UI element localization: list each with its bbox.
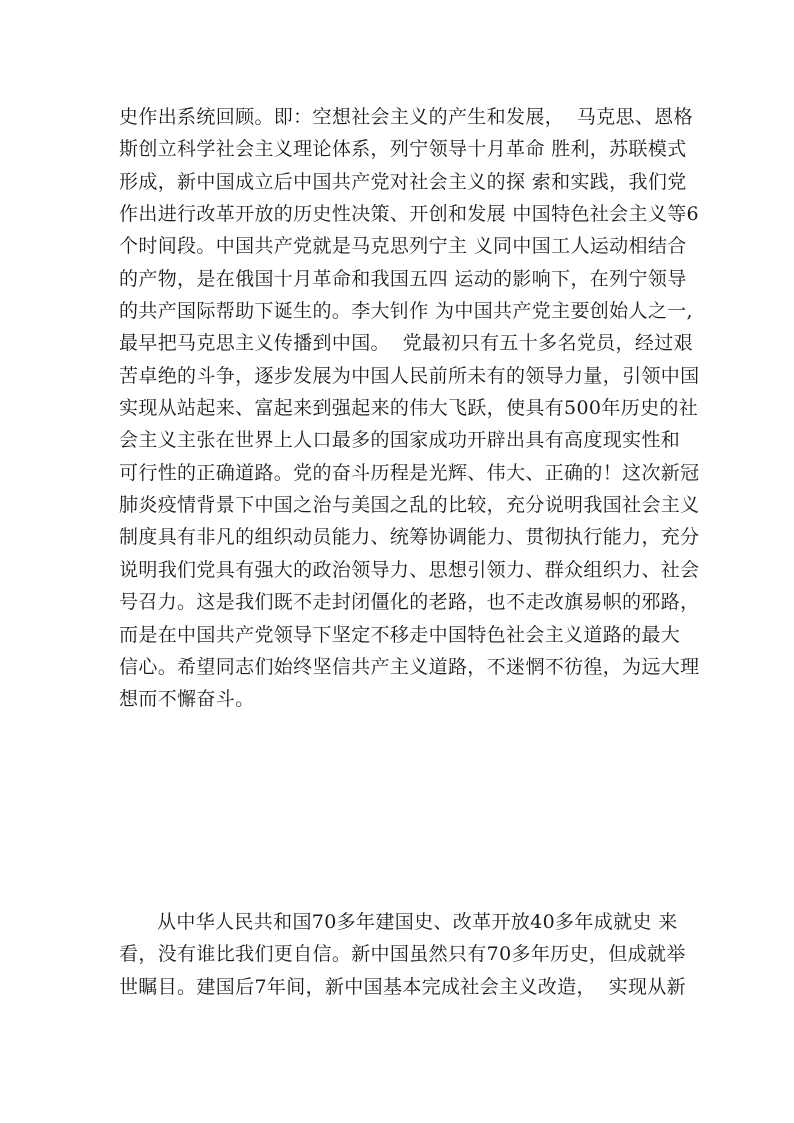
text-line: 号召力。这是我们既不走封闭僵化的老路，也不走改旗易帜的邪路， [119, 591, 700, 614]
text-line: 信心。希望同志们始终坚信共产主义道路，不迷惘不彷徨，为远大理 [119, 655, 700, 678]
text-line: 世瞩目。建国后7年间，新中国基本完成社会主义改造， 实现从新 [119, 975, 687, 998]
text-line: 说明我们党具有强大的政治领导力、思想引领力、群众组织力、社会 [119, 558, 700, 581]
text-line: 的共产国际帮助下诞生的。李大钊作 为中国共产党主要创始人之一, [119, 300, 693, 323]
text-line: 形成，新中国成立后中国共产党对社会主义的探 索和实践，我们党 [119, 170, 687, 193]
text-line: 看，没有谁比我们更自信。新中国虽然只有70多年历史，但成就举 [119, 943, 686, 966]
text-line: 苦卓绝的斗争，逐步发展为中国人民前所未有的领导力量，引领中国 [119, 364, 700, 387]
text-line: 史作出系统回顾。即：空想社会主义的产生和发展， 马克思、恩格 [119, 106, 693, 128]
text-line: 可行性的正确道路。党的奋斗历程是光辉、伟大、正确的！这次新冠 [119, 461, 700, 484]
text-line: 肺炎疫情背景下中国之治与美国之乱的比较，充分说明我国社会主义 [119, 494, 700, 517]
text-line: 会主义主张在世界上人口最多的国家成功开辟出具有高度现实性和 [119, 429, 681, 452]
text-line: 而是在中国共产党领导下坚定不移走中国特色社会主义道路的最大 [119, 623, 681, 646]
text-line: 斯创立科学社会主义理论体系，列宁领导十月革命 胜利，苏联模式 [119, 138, 687, 161]
text-line: 个时间段。中国共产党就是马克思列宁主 义同中国工人运动相结合 [119, 235, 687, 258]
text-line: 实现从站起来、富起来到强起来的伟大飞跃，使具有500年历史的社 [119, 397, 699, 420]
text-line: 想而不懈奋斗。 [119, 688, 255, 711]
paragraph-2 [119, 906, 687, 1003]
paragraph-1 [119, 101, 700, 716]
text-line: 的产物，是在俄国十月革命和我国五四 运动的影响下，在列宁领导 [119, 267, 687, 290]
text-line: 从中华人民共和国70多年建国史、改革开放40多年成就史 来 [157, 911, 678, 933]
text-line: 制度具有非凡的组织动员能力、统筹协调能力、贯彻执行能力，充分 [119, 526, 700, 549]
text-line: 最早把马克思主义传播到中国。 党最初只有五十多名党员，经过艰 [119, 332, 693, 355]
text-line: 作出进行改革开放的历史性决策、开创和发展 中国特色社会主义等6 [119, 203, 699, 226]
